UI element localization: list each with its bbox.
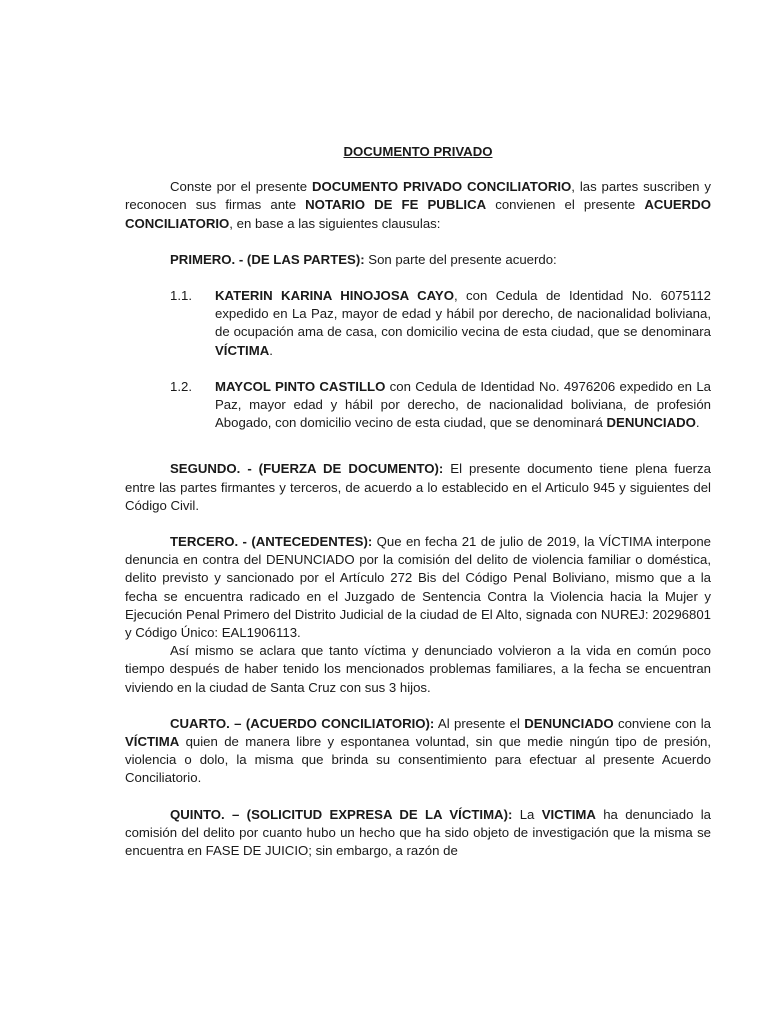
party-number: 1.1. [170,288,192,304]
party-description: KATERIN KARINA HINOJOSA CAYO, con Cedula de Identidad No. 6075112 expedido en La Paz, mayor de edad y hábil por derecho, de nacionalidad boliviana, de ocupación ama de casa, con domicilio vecina de esta ciudad, que se denominara VÍCTIMA. [215,288,712,358]
party-item-1 [125,287,711,360]
party-description: MAYCOL PINTO CASTILLO con Cedula de Identidad No. 4976206 expedido en La Paz, mayor edad y hábil por derecho, de nacionalidad boliviana, de profesión Abogado, con domicilio vecino de esta ciudad, que se denominará DENUNCIADO. [215,378,712,431]
document-title: DOCUMENTO PRIVADO [343,144,493,159]
clause-quinto: QUINTO. – (SOLICITUD EXPRESA DE LA VÍCTIMA): La VICTIMA ha denunciado la comisión del delito por cuanto hubo un hecho que ha sido objeto de investigación que la misma se encuentra en FASE DE JUICIO; sin embargo, a razón de [125,806,712,859]
clause-heading: CUARTO. – (ACUERDO CONCILIATORIO): [170,715,435,731]
party-item-2 [125,378,711,433]
clause-heading: SEGUNDO. - (FUERZA DE DOCUMENTO): [170,461,444,477]
clause-primero: PRIMERO. - (DE LAS PARTES): Son parte del presente acuerdo: [170,251,557,267]
intro-paragraph: Conste por el presente DOCUMENTO PRIVADO CONCILIATORIO, las partes suscriben y reconocen sus firmas ante NOTARIO DE FE PUBLICA convienen el presente ACUERDO CONCILIATORIO, en base a las siguientes clausulas: [125,179,711,231]
clause-segundo: SEGUNDO. - (FUERZA DE DOCUMENTO): El presente documento tiene plena fuerza entre las partes firmantes y terceros, de acuerdo a lo establecido en el Articulo 945 y siguientes del Código Civil. [125,461,711,513]
party-number: 1.2. [170,378,192,394]
clause-heading: QUINTO. – (SOLICITUD EXPRESA DE LA VÍCTIMA): [170,806,513,822]
clause-tercero-continued: Así mismo se aclara que tanto víctima y denunciado volvieron a la vida en común poco tiempo después de haber tenido los mencionados problemas familiares, a la fecha se encuentran viviendo en la ciudad de Santa Cruz con sus 3 hijos. [125,643,711,695]
clause-heading: PRIMERO. - (DE LAS PARTES): [170,251,365,267]
clause-cuarto: CUARTO. – (ACUERDO CONCILIATORIO): Al presente el DENUNCIADO conviene con la VÍCTIMA quien de manera libre y espontanea voluntad, sin que medie ningún tipo de presión, violencia o dolo, la misma que brinda su consentimiento para efectuar al presente Acuerdo Conciliatorio. [125,715,711,786]
document-body [125,143,711,860]
clause-heading: TERCERO. - (ANTECEDENTES): [170,534,373,550]
clause-tercero: TERCERO. - (ANTECEDENTES): Que en fecha 21 de julio de 2019, la VÍCTIMA interpone denuncia en contra del DENUNCIADO por la comisión del delito de violencia familiar o doméstica, delito previsto y sancionado por el Artículo 272 Bis del Código Penal Boliviano, mismo que a la fecha se encuentra radicado en el Juzgado de Sentencia Contra la Violencia hacia la Mujer y Ejecución Penal Primero del Distrito Judicial de la ciudad de El Alto, signada con NUREJ: 20296801 y Código Único: EAL1906113. [125,534,711,641]
